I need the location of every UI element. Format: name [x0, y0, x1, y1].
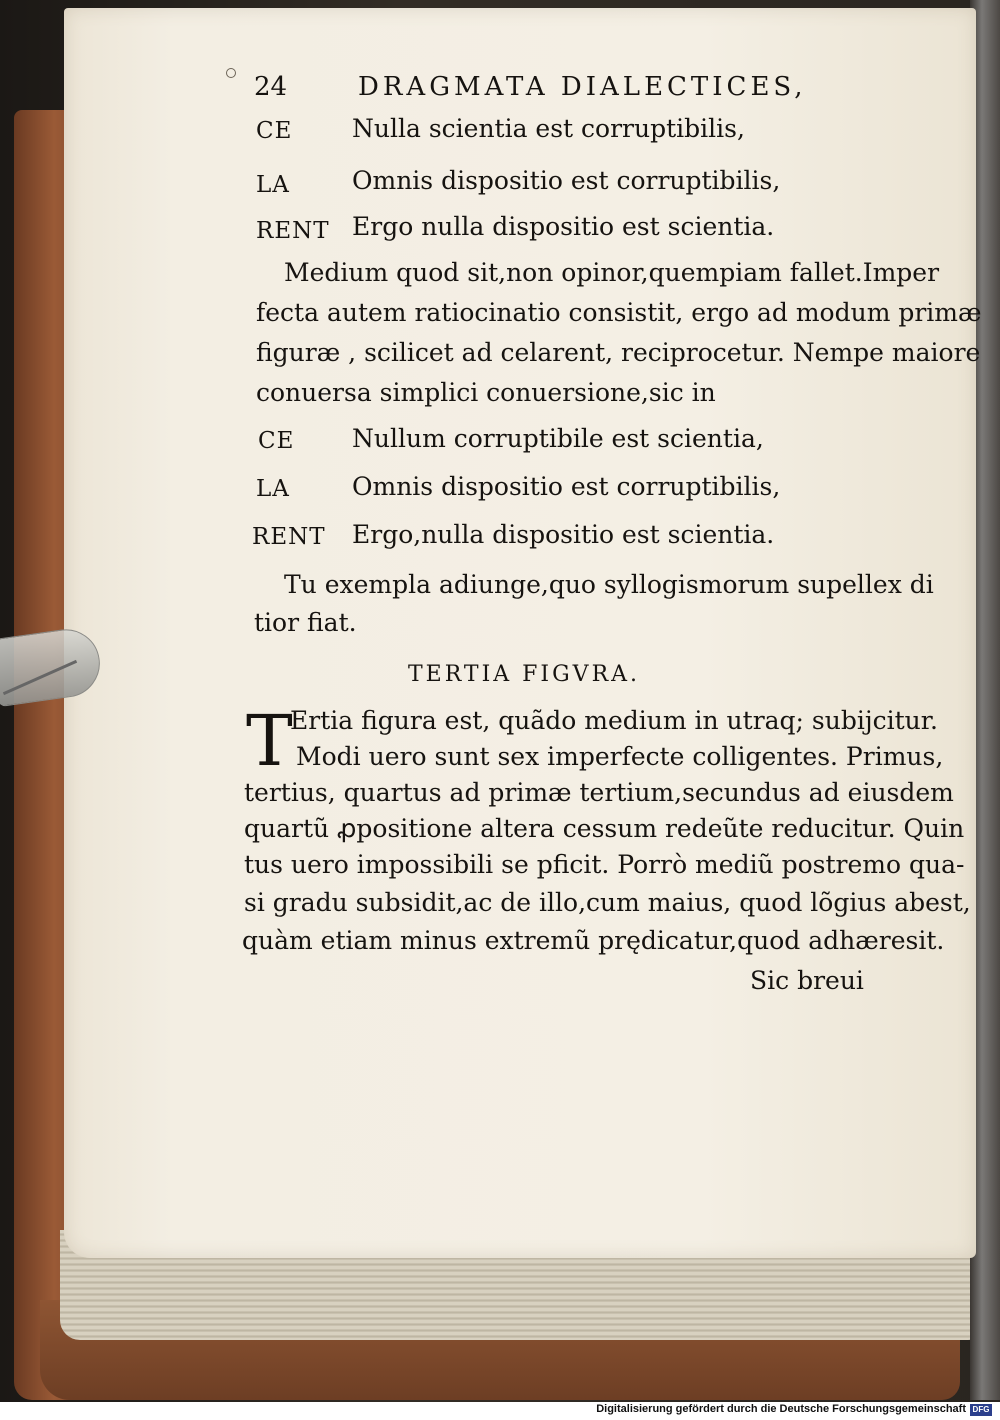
catchword: Sic breui [750, 966, 864, 995]
syllogism-label: CE [256, 118, 293, 144]
body-line: Modi uero sunt sex imperfecte colligentes. Primus, [296, 742, 944, 771]
syllogism-label: CE [258, 428, 295, 454]
running-head-title: DRAGMATA DIALECTICES, [358, 72, 807, 102]
syllogism-label: RENT [256, 218, 330, 244]
body-line: tertius, quartus ad primæ tertium,secundus ad eiusdem [244, 778, 954, 807]
drop-cap: T [246, 700, 293, 782]
body-line: conuersa simplici conuersione,sic in [256, 378, 716, 407]
body-line: tior fiat. [254, 608, 357, 637]
syllogism-premise: Omnis dispositio est corruptibilis, [352, 166, 781, 195]
body-line: tus uero impossibili se pficit. Porrò mediũ postremo qua- [244, 850, 965, 879]
page-number: 24 [254, 72, 288, 102]
syllogism-premise: Nullum corruptibile est scientia, [352, 424, 764, 453]
body-line: Medium quod sit,non opinor,quempiam fallet.Imper [284, 258, 940, 287]
body-line: Ertia figura est, quãdo medium in utraq; subijcitur. [290, 706, 938, 735]
syllogism-conclusion: Ergo nulla dispositio est scientia. [352, 212, 775, 241]
body-line: figuræ , scilicet ad celarent, reciprocetur. Nempe maiore [256, 338, 981, 367]
section-heading: TERTIA FIGVRA. [408, 662, 641, 687]
syllogism-label: LA [256, 172, 290, 198]
body-line: si gradu subsidit,ac de illo,cum maius, quod lõgius abest, [244, 888, 971, 917]
syllogism-label: LA [256, 476, 290, 502]
ink-mark [226, 68, 236, 78]
footer-credit: Digitalisierung gefördert durch die Deutsche Forschungsgemeinschaft [596, 1403, 966, 1415]
body-line: quartũ ꝓpositione altera cessum redeũte reducitur. Quin [244, 814, 965, 843]
syllogism-conclusion: Ergo,nulla dispositio est scientia. [352, 520, 775, 549]
syllogism-premise: Nulla scientia est corruptibilis, [352, 114, 745, 143]
syllogism-premise: Omnis dispositio est corruptibilis, [352, 472, 781, 501]
body-line: quàm etiam minus extremũ prędicatur,quod adhæresit. [242, 926, 945, 955]
dfg-logo: DFG [970, 1404, 992, 1416]
body-line: Tu exempla adiunge,quo syllogismorum supellex di [284, 570, 934, 599]
syllogism-label: RENT [252, 524, 326, 550]
body-line: fecta autem ratiocinatio consistit, ergo ad modum primæ [256, 298, 982, 327]
book-page [64, 8, 976, 1258]
